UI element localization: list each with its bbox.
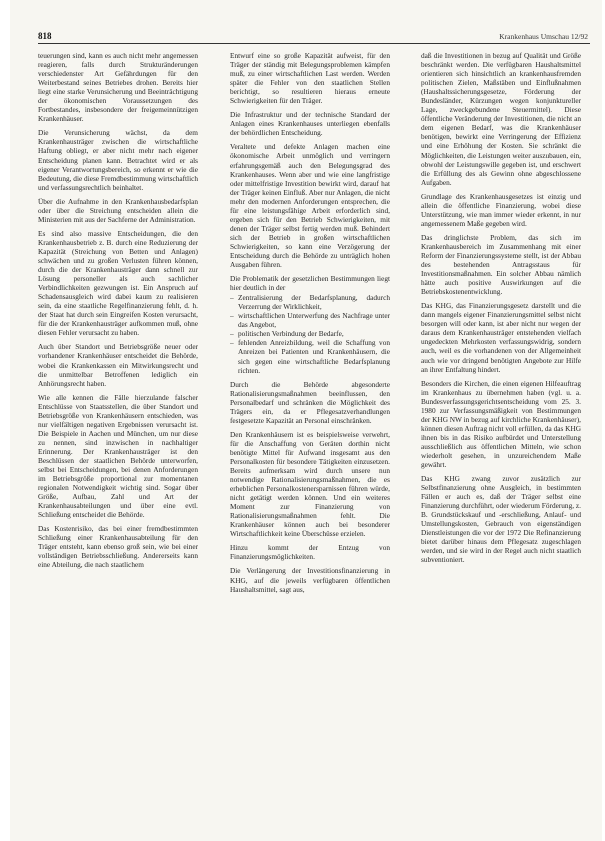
paragraph: Den Krankenhäusern ist es beispielsweise verwehrt, für die Anschaffung von Geräten dorthin nicht benötigte Mittel für Aufwand insgesamt aus den Personalkosten für besondere Tätigkeiten einzusetzen. Bereits aufmerksam wird durch unsere nun notwendige Rationalisierungsmaßnahmen, die es erheblichen Personalkostenersparnissen führen würde, nicht getätigt werden können. Und ein weiteres Moment zur Finanzierung von Rationalisierungsmaßnahmen fehlt. Die Krankenhäuser können auch bei besonderer Wirtschaftlichkeit keine Überschüsse erzielen. xyxy=(230,429,390,539)
list-item: – wirtschaftlichen Unterwerfung des Nachfrage unter das Angebot, xyxy=(238,311,390,329)
header-rule xyxy=(38,43,590,44)
paragraph: Durch die Behörde abgesonderte Rationalisierungsmaßnahmen beeinflussen, den Personalbedarf und schränken die Möglichkeit des Trägers ein, da er Pflegesatzverhandlungen festgesetzte Kapazität an Personal einschränken. xyxy=(230,379,390,425)
paragraph: Die Verlängerung der Investitionsfinanzierung in KHG, auf die jeweils verfügbaren öffentlichen Haushaltsmittel, sagt aus, xyxy=(230,566,390,594)
running-title: Krankenhaus Umschau 12/92 xyxy=(499,32,588,41)
paragraph: Hinzu kommt der Entzug von Finanzierungsmöglichkeiten. xyxy=(230,543,390,562)
text-column-2 xyxy=(230,51,390,827)
journal-page xyxy=(10,0,602,841)
text-column-1 xyxy=(38,51,198,827)
text-column-3 xyxy=(421,51,581,827)
paragraph: Besonders die Kirchen, die einen eigenen Hilfeauftrag im Krankenhaus zu übernehmen haben (vgl. u. a. Bundesverfassungsgerichtsentscheidung vom 25. 3. 1980 zur Verfassungsmäßigkeit von Bestimmungen der KHG NW in bezug auf kirchliche Krankenhäuser), können diesen Auftrag nicht voll erfüllen, da das KHG ihnen bis in das Risiko aufbürdet und Unterstellung ausschließlich aus öffentlichen Mitteln, wie schon wiederholt gesehen, in unzureichendem Maße gewährt. xyxy=(421,378,581,470)
paragraph: Das Kostenrisiko, das bei einer fremdbestimmten Schließung einer Krankenhausabteilung für den Träger entsteht, kann ebenso groß sein, wie bei einer vollständigen Betriebsschließung. Andererseits kann eine Abteilung, die nach staatlichem xyxy=(38,524,198,570)
paragraph: Das KHG zwang zuvor zusätzlich zur Selbstfinanzierung ohne Ausgleich, in bestimmten Fällen er auch es, daß der Träger selbst eine Finanzierung durchführt, oder wiederum Förderung, z. B. Grundstückskauf und -erschließung, Anlauf- und Umstellungskosten, Gebrauch von eigenständigen Dienstleistungen die vor der 1972 Die Refinanzierung bietet darüber hinaus dem Pflegesatz zugeschlagen werden, und sie wird in der Regel auch nicht staatlich subventioniert. xyxy=(421,474,581,565)
paragraph: teuerungen sind, kann es auch nicht mehr angemessen reagieren, falls durch Strukturänderungen verschiedenster Art Gefährdungen für den Weiterbestand seines Betriebes drohen. Bereits hier liegt eine starke Verunsicherung und Beeinträchtigung der ökonomischen Voraussetzungen des Fortbestandes, insbesondere der freigemeinnützigen Krankenhäuser. xyxy=(38,51,198,124)
paragraph: Das KHG, das Finanzierungsgesetz darstellt und die dann mangels eigener Finanzierungsmittel selbst nicht besorgen will oder kann, ist aber nicht nur wegen der daraus dem Krankenhausträger entstehenden vielfach ungedeckten Mehrkosten verfassungswidrig, sondern auch, weil es die vorhandenen von der Allgemeinheit auch wie vor dringend benötigten Angebote zur Hilfe an ihrer Entfaltung hindert. xyxy=(421,301,581,374)
list-intro: Die Problematik der gesetzlichen Bestimmungen liegt hier deutlich in der xyxy=(230,274,390,293)
page-number: 818 xyxy=(38,31,52,41)
paragraph: Grundlage des Krankenhausgesetzes ist einzig und allein die öffentliche Finanzierung, wobei diese Unterstützung, wie man immer wieder erkennt, in nur angemessenem Maße gegeben wird. xyxy=(421,191,581,228)
paragraph: Das dringlichste Problem, das sich im Krankenhausbereich im Zusammenhang mit einer Reform der Finanzierungssysteme stellt, ist der Abbau des bestehenden Antragsstaus für Investitionsmaßnahmen. Ein solcher Abbau nämlich hätte auch positive Auswirkungen auf die Betriebskostenentwicklung. xyxy=(421,232,581,297)
paragraph: daß die Investitionen in bezug auf Qualität und Größe beschränkt werden. Die verfügbaren Haushaltsmittel orientieren sich hinsichtlich an krankenhausfremden politischen Zielen, Maßstäben und Einflußnahmen (Haushaltssicherungsgesetze, Förderung der Bundesländer, Kürzungen wegen konjunktureller Lage, zweckgebundene Steuermittel). Diese öffentliche Veränderung der Investitionen, die nicht an dem eigenen Bedarf, was die Krankenhäuser benötigen, bewirkt eine Verringerung der Effizienz und eine Erhöhung der Kosten. Sie schränkt die Möglichkeiten, die Leistungen weiter auszubauen, ein, obwohl der Leistungswille gegeben ist, und erschwert die Erfüllung des als Gewinn ohne abgeschlossene Aufgaben. xyxy=(421,51,581,187)
paragraph: Die Infrastruktur und der technische Standard der Anlagen eines Krankenhauses unterliegen ebenfalls der behördlichen Entscheidung. xyxy=(230,110,390,138)
list-item: – fehlenden Anreizbildung, weil die Schaffung von Anreizen bei Patienten und Krankenhäusern, die sich gegen eine wirtschaftliche Bedarfsplanung richten. xyxy=(238,338,390,374)
paragraph: Veraltete und defekte Anlagen machen eine ökonomische Arbeit unmöglich und verringern erfahrungsgemäß auch den Belegungsgrad des Krankenhauses. Wenn aber und wie eine langfristige oder mittelfristige Investition bewirkt wird, darauf hat der Träger keinen Einfluß. Aber nur Anlagen, die nicht mehr den modernen Anforderungen entsprechen, die für eine leistungsfähige Arbeit erforderlich sind, ergeben sich für den Betrieb Schwierigkeiten, mit denen der Träger selbst fertig werden muß. Behindert sich der Betrieb in großen wirtschaftlichen Schwierigkeiten, so kann eine Verzögerung der Entscheidung durch die Behörde zu unträglich hohen Ausgaben führen. xyxy=(230,142,390,270)
list-item: – politischen Verbindung der Bedarfe, xyxy=(238,329,390,338)
paragraph: Über die Aufnahme in den Krankenhausbedarfsplan oder über die Streichung entscheiden allein die Ministerien mit aus der Sachferne der Administration. xyxy=(38,196,198,224)
list-item: – Zentralisierung der Bedarfsplanung, dadurch Verzerrung der Wirklichkeit, xyxy=(238,293,390,311)
paragraph: Wie alle kennen die Fälle hierzulande falscher Entschlüsse von Staatsstellen, die über Standort und Betriebsgröße von Krankenhäusern entschieden, was nur vielfältigen negativen Ergebnissen verursacht ist. Die Beispiele in Aachen und München, um nur diese zu nennen, sind inzwischen in nachhaltiger Erinnerung. Der Krankenhausträger ist den Beschlüssen der staatlichen Behörde unterworfen, selbst bei Entscheidungen, bei denen Anforderungen im Betriebsgröße proportional zur momentanen regionalen Notwendigkeit wichtig sind. Sogar über Größe, Aufbau, Zahl und Art der Krankenhausabteilungen und über eine evtl. Schließung entscheidet die Behörde. xyxy=(38,392,198,520)
bullet-list xyxy=(230,293,390,374)
paragraph: Es sind also massive Entscheidungen, die den Krankenhausbetrieb z. B. durch eine Reduzierung der Kapazität (Streichung von Betten und Anlagen) schwächen und zu großen Verlusten führen können, durch die der Krankenhausträger dann schnell zur Lösung personeller als auch sachlicher Verbindlichkeiten gezwungen ist. Ein Anspruch auf Schadensausgleich wird dabei kaum zu realisieren sein, da eine staatliche Regelfinanzierung fehlt, d. h. der Staat hat durch sein Eingreifen Kosten verursacht, für die der Krankenhausträger aufkommen muß, ohne diesen Fehler verursacht zu haben. xyxy=(38,228,198,338)
paragraph: Die Verunsicherung wächst, da dem Krankenhausträger zwischen die wirtschaftliche Haftung obliegt, er aber nicht mehr nach eigener Entscheidung planen kann. Betrachtet wird er als eigener Verantwortungsbereich, so erkennt er wie die Bedeutung, die diese Fremdbestimmung wirtschaftlich und verfassungsrechtlich beinhaltet. xyxy=(38,128,198,192)
paragraph: Auch über Standort und Betriebsgröße neuer oder vorhandener Krankenhäuser entscheidet die Behörde, wobei die Krankenkassen ein Mitwirkungsrecht und die unmittelbar Betroffenen lediglich ein Anhörungsrecht haben. xyxy=(38,342,198,388)
paragraph: Entwurf eine so große Kapazität aufweist, für den Träger der ständig mit Belegungsproblemen kämpfen muß, zu einer wirtschaftlichen Last werden. Werden später die Fehler von den staatlichen Stellen berichtigt, so resultieren hieraus erneute Schwierigkeiten für den Träger. xyxy=(230,51,390,106)
